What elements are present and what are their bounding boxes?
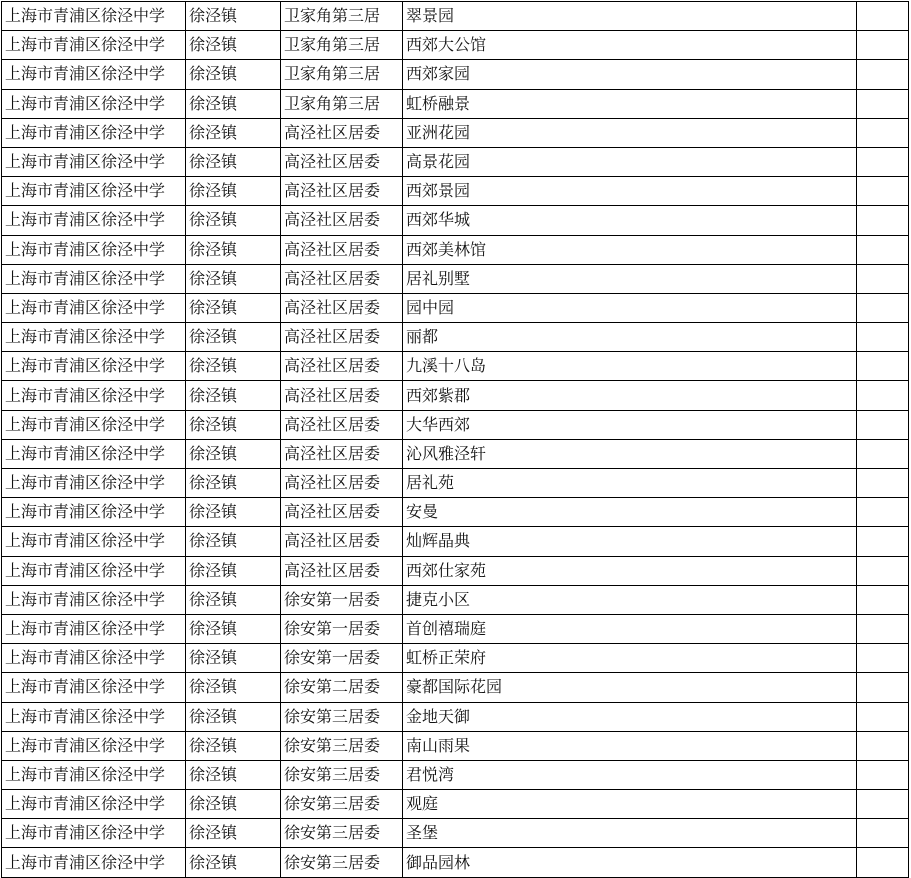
residence-cell: 西郊美林馆 xyxy=(403,235,857,264)
note-cell xyxy=(857,264,909,293)
school-cell: 上海市青浦区徐泾中学 xyxy=(2,31,186,60)
note-cell xyxy=(857,673,909,702)
note-cell xyxy=(857,644,909,673)
school-cell: 上海市青浦区徐泾中学 xyxy=(2,819,186,848)
committee-cell: 徐安第一居委 xyxy=(281,644,403,673)
school-cell: 上海市青浦区徐泾中学 xyxy=(2,410,186,439)
table-row xyxy=(2,469,909,498)
residence-cell: 园中园 xyxy=(403,293,857,322)
residence-cell: 西郊家园 xyxy=(403,60,857,89)
table-row xyxy=(2,352,909,381)
residence-cell: 观庭 xyxy=(403,790,857,819)
table-row xyxy=(2,410,909,439)
committee-cell: 卫家角第三居 xyxy=(281,60,403,89)
town-cell: 徐泾镇 xyxy=(186,760,281,789)
note-cell xyxy=(857,177,909,206)
note-cell xyxy=(857,323,909,352)
school-cell: 上海市青浦区徐泾中学 xyxy=(2,323,186,352)
committee-cell: 高泾社区居委 xyxy=(281,177,403,206)
table-row xyxy=(2,235,909,264)
committee-cell: 徐安第二居委 xyxy=(281,673,403,702)
school-cell: 上海市青浦区徐泾中学 xyxy=(2,235,186,264)
school-cell: 上海市青浦区徐泾中学 xyxy=(2,147,186,176)
note-cell xyxy=(857,60,909,89)
town-cell: 徐泾镇 xyxy=(186,469,281,498)
residence-cell: 御品园林 xyxy=(403,848,857,877)
note-cell xyxy=(857,848,909,877)
town-cell: 徐泾镇 xyxy=(186,848,281,877)
table-row xyxy=(2,381,909,410)
table-row xyxy=(2,644,909,673)
table-row xyxy=(2,527,909,556)
residence-cell: 南山雨果 xyxy=(403,731,857,760)
table-row xyxy=(2,731,909,760)
note-cell xyxy=(857,2,909,31)
committee-cell: 高泾社区居委 xyxy=(281,118,403,147)
note-cell xyxy=(857,556,909,585)
note-cell xyxy=(857,147,909,176)
town-cell: 徐泾镇 xyxy=(186,177,281,206)
school-cell: 上海市青浦区徐泾中学 xyxy=(2,293,186,322)
table-row xyxy=(2,439,909,468)
table-row xyxy=(2,498,909,527)
town-cell: 徐泾镇 xyxy=(186,439,281,468)
residence-cell: 金地天御 xyxy=(403,702,857,731)
note-cell xyxy=(857,410,909,439)
note-cell xyxy=(857,89,909,118)
committee-cell: 徐安第三居委 xyxy=(281,790,403,819)
table-row xyxy=(2,118,909,147)
residence-cell: 西郊仕家苑 xyxy=(403,556,857,585)
committee-cell: 徐安第一居委 xyxy=(281,585,403,614)
school-cell: 上海市青浦区徐泾中学 xyxy=(2,790,186,819)
committee-cell: 高泾社区居委 xyxy=(281,264,403,293)
town-cell: 徐泾镇 xyxy=(186,206,281,235)
school-cell: 上海市青浦区徐泾中学 xyxy=(2,527,186,556)
note-cell xyxy=(857,498,909,527)
table-row xyxy=(2,790,909,819)
note-cell xyxy=(857,31,909,60)
table-row xyxy=(2,323,909,352)
school-cell: 上海市青浦区徐泾中学 xyxy=(2,118,186,147)
school-cell: 上海市青浦区徐泾中学 xyxy=(2,673,186,702)
table-row xyxy=(2,614,909,643)
table-body xyxy=(2,2,909,878)
town-cell: 徐泾镇 xyxy=(186,89,281,118)
residence-cell: 翠景园 xyxy=(403,2,857,31)
residence-cell: 西郊华城 xyxy=(403,206,857,235)
school-cell: 上海市青浦区徐泾中学 xyxy=(2,439,186,468)
residence-cell: 虹桥融景 xyxy=(403,89,857,118)
note-cell xyxy=(857,381,909,410)
committee-cell: 高泾社区居委 xyxy=(281,469,403,498)
note-cell xyxy=(857,206,909,235)
committee-cell: 高泾社区居委 xyxy=(281,410,403,439)
school-cell: 上海市青浦区徐泾中学 xyxy=(2,731,186,760)
town-cell: 徐泾镇 xyxy=(186,2,281,31)
school-cell: 上海市青浦区徐泾中学 xyxy=(2,614,186,643)
school-cell: 上海市青浦区徐泾中学 xyxy=(2,469,186,498)
table-row xyxy=(2,264,909,293)
town-cell: 徐泾镇 xyxy=(186,819,281,848)
note-cell xyxy=(857,760,909,789)
table-row xyxy=(2,2,909,31)
residence-cell: 灿辉晶典 xyxy=(403,527,857,556)
residence-cell: 沁风雅泾轩 xyxy=(403,439,857,468)
school-cell: 上海市青浦区徐泾中学 xyxy=(2,2,186,31)
town-cell: 徐泾镇 xyxy=(186,673,281,702)
town-cell: 徐泾镇 xyxy=(186,31,281,60)
residence-cell: 西郊紫郡 xyxy=(403,381,857,410)
town-cell: 徐泾镇 xyxy=(186,410,281,439)
residence-cell: 九溪十八岛 xyxy=(403,352,857,381)
committee-cell: 高泾社区居委 xyxy=(281,439,403,468)
committee-cell: 高泾社区居委 xyxy=(281,293,403,322)
town-cell: 徐泾镇 xyxy=(186,147,281,176)
table-row xyxy=(2,585,909,614)
committee-cell: 徐安第一居委 xyxy=(281,614,403,643)
residence-cell: 西郊大公馆 xyxy=(403,31,857,60)
town-cell: 徐泾镇 xyxy=(186,731,281,760)
residence-cell: 居礼苑 xyxy=(403,469,857,498)
town-cell: 徐泾镇 xyxy=(186,323,281,352)
school-cell: 上海市青浦区徐泾中学 xyxy=(2,498,186,527)
school-cell: 上海市青浦区徐泾中学 xyxy=(2,556,186,585)
table-row xyxy=(2,848,909,877)
table-row xyxy=(2,206,909,235)
town-cell: 徐泾镇 xyxy=(186,381,281,410)
committee-cell: 徐安第三居委 xyxy=(281,731,403,760)
residence-cell: 西郊景园 xyxy=(403,177,857,206)
table-row xyxy=(2,147,909,176)
residence-cell: 豪都国际花园 xyxy=(403,673,857,702)
committee-cell: 高泾社区居委 xyxy=(281,498,403,527)
school-cell: 上海市青浦区徐泾中学 xyxy=(2,644,186,673)
residence-cell: 圣堡 xyxy=(403,819,857,848)
note-cell xyxy=(857,439,909,468)
town-cell: 徐泾镇 xyxy=(186,702,281,731)
town-cell: 徐泾镇 xyxy=(186,614,281,643)
residence-cell: 高景花园 xyxy=(403,147,857,176)
town-cell: 徐泾镇 xyxy=(186,352,281,381)
committee-cell: 高泾社区居委 xyxy=(281,556,403,585)
residence-cell: 大华西郊 xyxy=(403,410,857,439)
school-cell: 上海市青浦区徐泾中学 xyxy=(2,60,186,89)
town-cell: 徐泾镇 xyxy=(186,527,281,556)
note-cell xyxy=(857,702,909,731)
school-cell: 上海市青浦区徐泾中学 xyxy=(2,760,186,789)
note-cell xyxy=(857,585,909,614)
committee-cell: 徐安第三居委 xyxy=(281,760,403,789)
school-cell: 上海市青浦区徐泾中学 xyxy=(2,264,186,293)
committee-cell: 高泾社区居委 xyxy=(281,381,403,410)
table-row xyxy=(2,177,909,206)
note-cell xyxy=(857,118,909,147)
school-cell: 上海市青浦区徐泾中学 xyxy=(2,585,186,614)
town-cell: 徐泾镇 xyxy=(186,118,281,147)
committee-cell: 徐安第三居委 xyxy=(281,702,403,731)
committee-cell: 高泾社区居委 xyxy=(281,527,403,556)
table-row xyxy=(2,819,909,848)
town-cell: 徐泾镇 xyxy=(186,293,281,322)
school-district-table xyxy=(1,1,909,878)
residence-cell: 亚洲花园 xyxy=(403,118,857,147)
note-cell xyxy=(857,731,909,760)
committee-cell: 高泾社区居委 xyxy=(281,352,403,381)
note-cell xyxy=(857,614,909,643)
school-cell: 上海市青浦区徐泾中学 xyxy=(2,381,186,410)
residence-cell: 虹桥正荣府 xyxy=(403,644,857,673)
school-cell: 上海市青浦区徐泾中学 xyxy=(2,702,186,731)
town-cell: 徐泾镇 xyxy=(186,264,281,293)
residence-cell: 首创禧瑞庭 xyxy=(403,614,857,643)
note-cell xyxy=(857,352,909,381)
table-row xyxy=(2,60,909,89)
table-row xyxy=(2,89,909,118)
committee-cell: 高泾社区居委 xyxy=(281,235,403,264)
committee-cell: 卫家角第三居 xyxy=(281,31,403,60)
town-cell: 徐泾镇 xyxy=(186,644,281,673)
table-row xyxy=(2,293,909,322)
committee-cell: 高泾社区居委 xyxy=(281,323,403,352)
school-cell: 上海市青浦区徐泾中学 xyxy=(2,89,186,118)
note-cell xyxy=(857,469,909,498)
committee-cell: 徐安第三居委 xyxy=(281,819,403,848)
table-row xyxy=(2,31,909,60)
residence-cell: 君悦湾 xyxy=(403,760,857,789)
town-cell: 徐泾镇 xyxy=(186,790,281,819)
note-cell xyxy=(857,293,909,322)
residence-cell: 居礼别墅 xyxy=(403,264,857,293)
committee-cell: 徐安第三居委 xyxy=(281,848,403,877)
residence-cell: 捷克小区 xyxy=(403,585,857,614)
town-cell: 徐泾镇 xyxy=(186,498,281,527)
committee-cell: 卫家角第三居 xyxy=(281,89,403,118)
committee-cell: 高泾社区居委 xyxy=(281,206,403,235)
town-cell: 徐泾镇 xyxy=(186,235,281,264)
note-cell xyxy=(857,819,909,848)
school-cell: 上海市青浦区徐泾中学 xyxy=(2,352,186,381)
school-cell: 上海市青浦区徐泾中学 xyxy=(2,848,186,877)
note-cell xyxy=(857,790,909,819)
committee-cell: 高泾社区居委 xyxy=(281,147,403,176)
school-cell: 上海市青浦区徐泾中学 xyxy=(2,177,186,206)
table-row xyxy=(2,760,909,789)
town-cell: 徐泾镇 xyxy=(186,556,281,585)
committee-cell: 卫家角第三居 xyxy=(281,2,403,31)
table-row xyxy=(2,556,909,585)
residence-cell: 安曼 xyxy=(403,498,857,527)
town-cell: 徐泾镇 xyxy=(186,585,281,614)
table-row xyxy=(2,673,909,702)
note-cell xyxy=(857,527,909,556)
residence-cell: 丽都 xyxy=(403,323,857,352)
table-row xyxy=(2,702,909,731)
note-cell xyxy=(857,235,909,264)
town-cell: 徐泾镇 xyxy=(186,60,281,89)
school-cell: 上海市青浦区徐泾中学 xyxy=(2,206,186,235)
